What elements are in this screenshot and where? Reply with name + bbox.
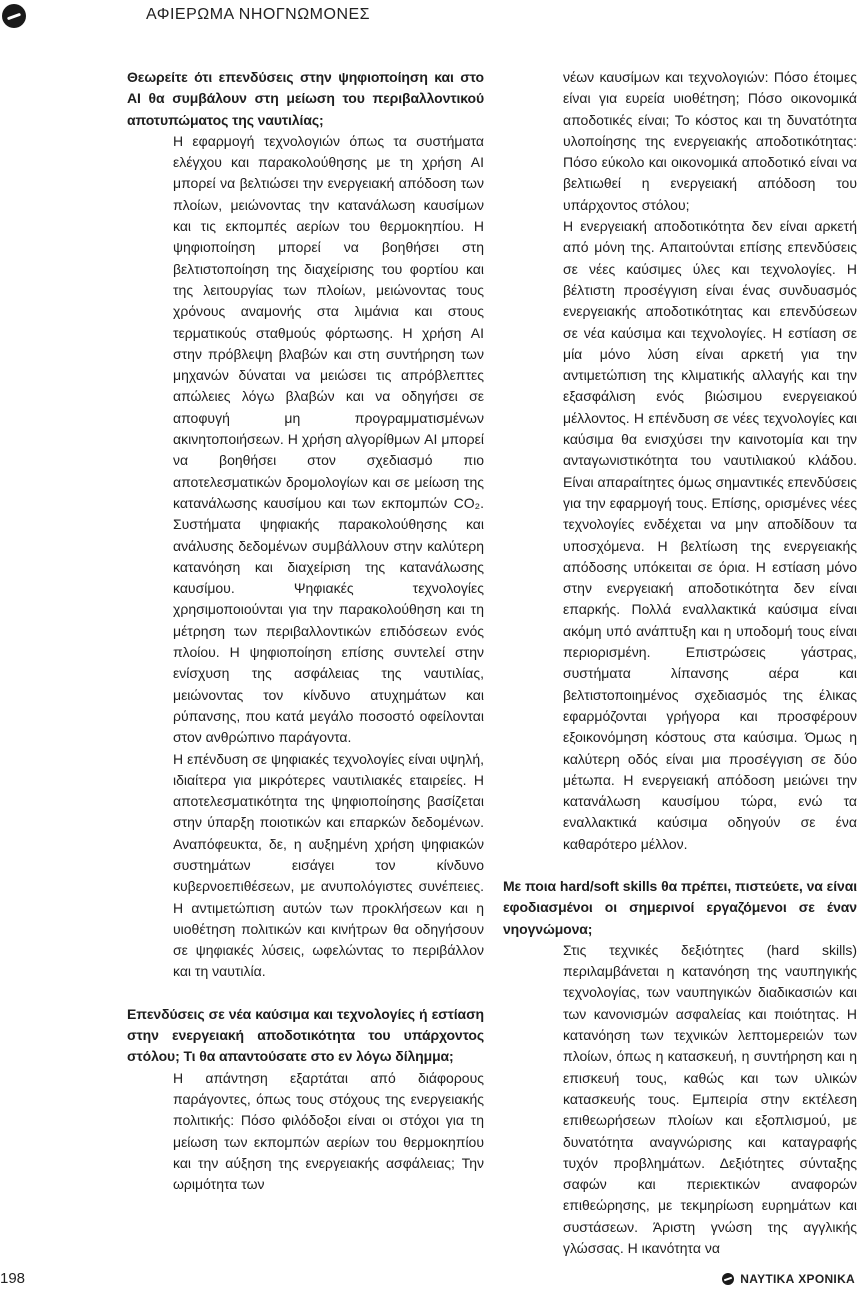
publication-brand	[722, 1272, 855, 1286]
page-header	[0, 0, 857, 36]
answer-digitalization-paragraph-2: Η επένδυση σε ψηφιακές τεχνολογίες είναι υψηλή, ιδιαίτερα για μικρότερες ναυτιλιακές εταιρείες. Η αποτελεσματικότητα της ψηφιοποίησης βασίζεται στην ύπαρξη ποιοτικών και επαρκών δεδομένων. Αναπόφευκτα, δε, η αυξημένη χρήση ψηφιακών συστημάτων εισάγει τον κίνδυνο κυβερνοεπιθέσεων, με ανυπολόγιστες συνέπειες. Η αντιμετώπιση αυτών των προκλήσεων και η υιοθέτηση πολιτικών και κινήτρων θα οδηγήσουν σε ψηφιακές λύσεις, ωφελώντας το περιβάλλον και τη ναυτιλία.	[173, 750, 484, 980]
question-skills: Με ποια hard/soft skills θα πρέπει, πιστεύετε, να είναι εφοδιασμένοι οι σημερινοί εργαζόμενοι σε έναν νηογνώμονα;	[503, 877, 857, 937]
answer-fuels-paragraph-2: Η ενεργειακή αποδοτικότητα δεν είναι αρκετή από μόνη της. Απαιτούνται επίσης επενδύσεις σε νέες καύσιμες ύλες και τεχνολογίες. Η βέλτιστη προσέγγιση είναι ένας συνδυασμός ενεργειακής αποδοτικότητας και επενδύσεων σε νέα καύσιμα και τεχνολογίες. Η εστίαση σε μία μόνο λύση είναι αρκετή για την αντιμετώπιση της κλιματικής αλλαγής και την εξασφάλιση ενός βιώσιμου ενεργειακού μέλλοντος. Η επένδυση σε νέες τεχνολογίες και καύσιμα θα ενισχύσει την καινοτομία και την ανταγωνιστικότητα του ναυτιλιακού κλάδου. Είναι απαραίτητες όμως σημαντικές επενδύσεις για την εφαρμογή τους. Επίσης, ορισμένες νέες τεχνολογίες ενδέχεται να μην αποδίδουν τα υποσχόμενα. Η βελτίωση της ενεργειακής απόδοσης υπόκειται σε όρια. Η εστίαση μόνο στην ενεργειακή αποδοτικότητα δεν είναι επαρκής. Πολλά εναλλακτικά καύσιμα είναι ακόμη υπό ανάπτυξη και η υποδομή τους είναι περιορισμένη. Επιστρώσεις γάστρας, συστήματα λίπανσης αέρα και βελτιστοποιημένος σχεδιασμός της έλικας εφαρμόζονται γρήγορα και προσφέρουν εξοικονόμηση κόστους στα καύσιμα. Όμως η καλύτερη οδός είναι μια προσέγγιση σε δύο μέτωπα. Η ενεργειακή απόδοση μειώνει την κατανάλωση καυσίμου τώρα, ενώ τα εναλλακτικά καύσιμα οδηγούν σε ένα καθαρότερο μέλλον.	[563, 218, 857, 852]
answer-digitalization-paragraph-1: Η εφαρμογή τεχνολογιών όπως τα συστήματα ελέγχου και παρακολούθησης με τη χρήση AI μπορεί να βελτιώσει την ενεργειακή απόδοση των πλοίων, μειώνοντας την κατανάλωση καυσίμων και τις εκπομπές αερίων του θερμοκηπίου. Η ψηφιοποίηση μπορεί να βοηθήσει στη βελτιστοποίηση της διαχείρισης του φορτίου και της λειτουργίας των πλοίων, μειώνοντας τους χρόνους αναμονής στα λιμάνια και στους τερματικούς σταθμούς φόρτωσης. Η χρήση AI στην πρόβλεψη βλαβών και στη συντήρηση των μηχανών δύναται να μειώσει τις απρόβλεπτες απώλειες λόγω βλαβών και να οδηγήσει σε αποφυγή μη προγραμματισμένων ακινητοποιήσεων. Η χρήση αλγορίθμων AI μπορεί να βοηθήσει στον σχεδιασμό πιο αποτελεσματικών δρομολογίων και σε μείωση της κατανάλωσης καυσίμου και των εκπομπών CO₂. Συστήματα ψηφιακής παρακολούθησης και ανάλυσης δεδομένων συμβάλλουν στην καλύτερη κατανόηση και διαχείριση της κατανάλωσης καυσίμου. Ψηφιακές τεχνολογίες χρησιμοποιούνται για την παρακολούθηση και τη μέτρηση των περιβαλλοντικών επιδόσεων ενός πλοίου. Η ψηφιοποίηση επίσης συντελεί στην ενίσχυση της ασφάλειας της ναυτιλίας, μειώνοντας τον κίνδυνο ατυχημάτων και ρύπανσης, που κατά μεγάλο ποσοστό οφείλονται στον ανθρώπινο παράγοντα.	[173, 132, 484, 746]
question-fuels-vs-efficiency: Επενδύσεις σε νέα καύσιμα και τεχνολογίες ή εστίαση στην ενεργειακή αποδοτικότητα του υπάρχοντος στόλου; Τι θα απαντούσατε στο εν λόγω δίλημμα;	[127, 1005, 484, 1065]
publication-logo-icon	[722, 1273, 734, 1285]
publication-name: ΝΑΥΤΙΚΑ ΧΡΟΝΙΚΑ	[740, 1272, 855, 1286]
section-title: ΑΦΙΕΡΩΜΑ ΝΗΟΓΝΩΜΟΝΕΣ	[146, 6, 371, 23]
left-column	[127, 67, 484, 1195]
question-digitalization: Θεωρείτε ότι επενδύσεις στην ψηφιοποίηση και στο AI θα συμβάλουν στη μείωση του περιβαλλοντικού αποτυπώματος της ναυτιλίας;	[127, 69, 484, 128]
answer-skills-paragraph-1: Στις τεχνικές δεξιότητες (hard skills) περιλαμβάνεται η κατανόηση της ναυπηγικής τεχνολογίας, των ναυπηγικών διαδικασιών και των κανονισμών ασφαλείας και ποιότητας. Η κατανόηση των τεχνικών λεπτομερειών των πλοίων, όπως η κατασκευή, η συντήρηση και η επισκευή τους, καθώς και των υλικών κατασκευής τους. Εμπειρία στην εκτέλεση επιθεωρήσεων πλοίων και εξοπλισμού, με δυνατότητα αναγνώρισης και καταγραφής τυχόν προβλημάτων. Δεξιότητες σύνταξης σαφών και περιεκτικών αναφορών επιθεώρησης, με τεκμηρίωση ευρημάτων και συστάσεων. Άριστη γνώση της αγγλικής γλώσσας. Η ικανότητα να	[563, 941, 857, 1257]
right-column	[503, 67, 857, 1259]
answer-fuels-paragraph-1: Η απάντηση εξαρτάται από διάφορους παράγοντες, όπως τους στόχους της ενεργειακής πολιτικής: Πόσο φιλόδοξοι είναι οι στόχοι για τη μείωση των εκπομπών αερίων του θερμοκηπίου και την αύξηση της ενεργειακής ασφάλειας; Την ωριμότητα των	[173, 1069, 484, 1193]
magazine-logo-icon	[2, 4, 26, 28]
answer-fuels-continued: νέων καυσίμων και τεχνολογιών: Πόσο έτοιμες είναι για ευρεία υιοθέτηση; Πόσο οικονομικά αποδοτικές είναι; Το κόστος και τη δυνατότητα υλοποίησης της ενεργειακής αποδοτικότητας: Πόσο εύκολο και οικονομικά αποδοτικό είναι να βελτιωθεί η ενεργειακή απόδοση του υπάρχοντος στόλου;	[563, 69, 857, 213]
page-number: 198	[0, 1270, 26, 1287]
